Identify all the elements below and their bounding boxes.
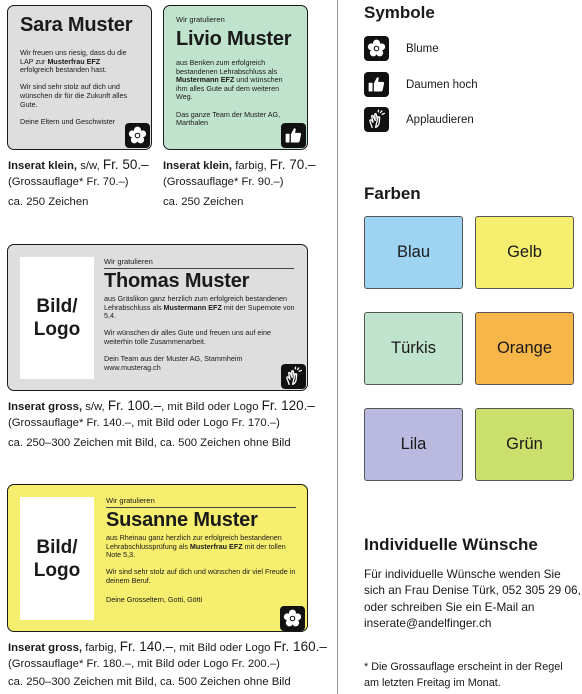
color-swatch-gelb: Gelb bbox=[475, 216, 574, 289]
thumbs-up-icon bbox=[364, 72, 389, 97]
symbol-label: Daumen hoch bbox=[406, 78, 478, 91]
caption-klein-farbig: Inserat klein, farbig, Fr. 70.– (Grossauflage* Fr. 90.–) ca. 250 Zeichen bbox=[163, 157, 316, 208]
symbol-label: Blume bbox=[406, 42, 439, 55]
caption-gross-farbig: Inserat gross, farbig, Fr. 140.–, mit Bild oder Logo Fr. 160.– (Grossauflage* Fr. 180.–, mit Bild oder Logo Fr. 200.–) ca. 250–300 Zeichen mit Bild, ca. 500 Zeichen ohne Bild bbox=[8, 639, 327, 688]
divider-line bbox=[106, 507, 296, 508]
colors-heading: Farben bbox=[364, 184, 421, 203]
caption-gross-sw: Inserat gross, s/w, Fr. 100.–, mit Bild oder Logo Fr. 120.– (Grossauflage* Fr. 140.–, mit Bild oder Logo Fr. 170.–) ca. 250–300 Zeichen mit Bild, ca. 500 Zeichen ohne Bild bbox=[8, 398, 315, 449]
ad-name: Livio Muster bbox=[176, 28, 292, 50]
color-swatch-lila: Lila bbox=[364, 408, 463, 481]
symbol-row-applause bbox=[364, 107, 474, 132]
email-link[interactable]: inserate@andelfinger.ch bbox=[364, 615, 492, 630]
symbols-heading: Symbole bbox=[364, 3, 435, 22]
color-swatch-gruen: Grün bbox=[475, 408, 574, 481]
flower-icon bbox=[280, 606, 305, 631]
wishes-heading: Individuelle Wünsche bbox=[364, 535, 538, 554]
symbol-label: Applaudieren bbox=[406, 113, 474, 126]
flower-icon bbox=[364, 36, 389, 61]
ad-sample-livio-muster bbox=[163, 5, 308, 150]
column-divider bbox=[337, 0, 338, 694]
symbol-row-flower bbox=[364, 36, 439, 61]
footnote: * Die Grossauflage erscheint in der Regel am letzten Freitag im Monat. bbox=[364, 661, 563, 689]
thumbs-up-icon bbox=[281, 123, 306, 148]
image-logo-placeholder: Bild/ Logo bbox=[20, 497, 94, 620]
ad-greeting: Wir gratulieren bbox=[104, 257, 153, 266]
caption-klein-sw: Inserat klein, s/w, Fr. 50.– (Grossauflage* Fr. 70.–) ca. 250 Zeichen bbox=[8, 157, 149, 208]
flower-icon bbox=[125, 123, 150, 148]
divider-line bbox=[104, 268, 294, 269]
ad-sample-susanne-muster bbox=[7, 484, 308, 632]
ad-greeting: Wir gratulieren bbox=[176, 15, 225, 24]
ad-body-text: Wir freuen uns riesig, dass du die LAP zur Musterfrau EFZ erfolgreich bestanden hast. Wir sind sehr stolz auf dich und wünschen dir für die Zukunft alles Gute. Deine Eltern und Geschwister bbox=[20, 48, 128, 126]
ad-greeting: Wir gratulieren bbox=[106, 496, 155, 505]
color-swatch-tuerkis: Türkis bbox=[364, 312, 463, 385]
ad-name: Susanne Muster bbox=[106, 509, 258, 531]
ad-sample-sara-muster bbox=[7, 5, 152, 150]
ad-body-text: aus Gräslikon ganz herzlich zum erfolgreich bestandenen Lehrabschluss als Mustermann EFZ mit der Supernote von 5,4. Wir wünschen dir alles Gute und freuen uns auf eine weiterhin tolle Zusammenarbeit. Dein Team aus der Muster AG, Stammheim www.musterag.ch bbox=[104, 294, 295, 372]
symbol-row-thumbs-up bbox=[364, 72, 478, 97]
applause-icon bbox=[364, 107, 389, 132]
color-swatch-blau: Blau bbox=[364, 216, 463, 289]
wishes-text: Für individuelle Wünsche wenden Sie sich an Frau Denise Türk, 052 305 29 06, oder schreiben Sie ein E-Mail an inserate@andelfinger.ch bbox=[364, 567, 581, 630]
ad-name: Sara Muster bbox=[20, 14, 133, 36]
color-swatch-orange: Orange bbox=[475, 312, 574, 385]
ad-body-text: aus Benken zum erfolgreich bestandenen Lehrabschluss als Mustermann EFZ und wünschen ihm alles Gute auf dem weiteren Weg. Das ganze Team der Muster AG, Marthalen bbox=[176, 58, 283, 128]
ad-sample-thomas-muster bbox=[7, 244, 308, 391]
applause-icon bbox=[281, 364, 306, 389]
ad-name: Thomas Muster bbox=[104, 270, 250, 292]
image-logo-placeholder: Bild/ Logo bbox=[20, 257, 94, 379]
ad-body-text: aus Rheinau ganz herzlich zur erfolgreich bestandenen Lehrabschlussprüfung als Musterfrau EFZ mit der tollen Note 5,3. Wir sind sehr stolz auf dich und wünschen dir viel Freude in deinem Beruf. Deine Grosseltern, Gotti, Götti bbox=[106, 533, 296, 604]
